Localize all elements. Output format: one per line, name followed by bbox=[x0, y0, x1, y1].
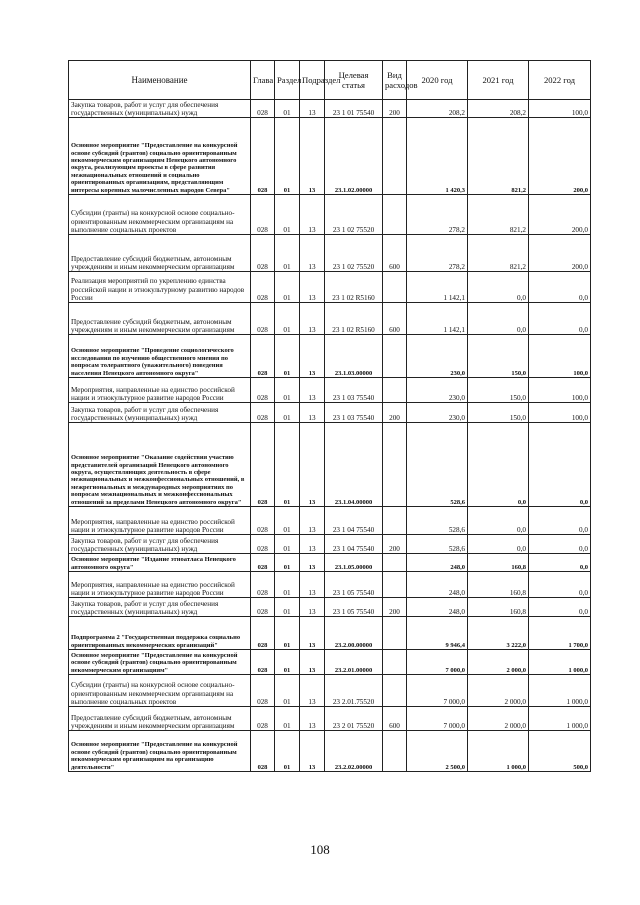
row-2021: 821,2 bbox=[468, 195, 529, 235]
row-2020: 7 000,0 bbox=[407, 650, 468, 675]
row-article: 23 1 02 75520 bbox=[325, 195, 383, 235]
row-podrazdel: 13 bbox=[300, 100, 325, 118]
row-razdel: 01 bbox=[275, 272, 300, 303]
row-podrazdel: 13 bbox=[300, 731, 325, 772]
row-name: Закупка товаров, работ и услуг для обеспечения государственных (муниципальных) нужд bbox=[69, 598, 251, 617]
row-razdel: 01 bbox=[275, 507, 300, 535]
row-glava: 028 bbox=[251, 598, 275, 617]
row-name: Основное мероприятие "Предоставление на конкурсной основе субсидий (грантов) социально ориентированным некоммерческим организациям Ненецкого автономного округа, реализующим проекты в сфере развития межнациональных отношений и социально ориентированных организациям, представляющим интересы коренных малочисленных народов Севера" bbox=[69, 118, 251, 195]
table-row bbox=[69, 572, 591, 598]
row-glava: 028 bbox=[251, 100, 275, 118]
row-2022: 0,0 bbox=[529, 272, 591, 303]
budget-table bbox=[68, 60, 591, 772]
row-podrazdel: 13 bbox=[300, 554, 325, 572]
row-name: Закупка товаров, работ и услуг для обеспечения государственных (муниципальных) нужд bbox=[69, 535, 251, 554]
table-row bbox=[69, 303, 591, 335]
row-name: Мероприятия, направленные на единство российской нации и этнокультурное развитие народов России bbox=[69, 378, 251, 403]
row-2020: 248,0 bbox=[407, 598, 468, 617]
row-2020: 278,2 bbox=[407, 195, 468, 235]
row-2021: 0,0 bbox=[468, 303, 529, 335]
table-row bbox=[69, 598, 591, 617]
row-2021: 160,8 bbox=[468, 572, 529, 598]
row-2020: 528,6 bbox=[407, 535, 468, 554]
row-glava: 028 bbox=[251, 195, 275, 235]
row-article: 23.2.01.00000 bbox=[325, 650, 383, 675]
row-article: 23 1 02 R5160 bbox=[325, 272, 383, 303]
row-2022: 200,0 bbox=[529, 235, 591, 272]
row-podrazdel: 13 bbox=[300, 335, 325, 378]
row-vid bbox=[383, 118, 407, 195]
row-2022: 100,0 bbox=[529, 100, 591, 118]
row-2022: 0,0 bbox=[529, 507, 591, 535]
row-glava: 028 bbox=[251, 507, 275, 535]
row-name: Подпрограмма 2 "Государственная поддержка социально ориентированных некоммерческих организаций" bbox=[69, 617, 251, 650]
row-name: Основное мероприятие "Предоставление на конкурсной основе субсидий (грантов) социально ориентированным некоммерческим организациям" bbox=[69, 650, 251, 675]
row-glava: 028 bbox=[251, 707, 275, 731]
row-glava: 028 bbox=[251, 235, 275, 272]
table-row bbox=[69, 118, 591, 195]
row-razdel: 01 bbox=[275, 650, 300, 675]
row-2021: 208,2 bbox=[468, 100, 529, 118]
row-2021: 160,8 bbox=[468, 598, 529, 617]
row-2022: 500,0 bbox=[529, 731, 591, 772]
row-vid bbox=[383, 195, 407, 235]
row-podrazdel: 13 bbox=[300, 195, 325, 235]
row-vid bbox=[383, 554, 407, 572]
row-2022: 0,0 bbox=[529, 535, 591, 554]
row-razdel: 01 bbox=[275, 100, 300, 118]
row-2022: 0,0 bbox=[529, 303, 591, 335]
row-2020: 7 000,0 bbox=[407, 675, 468, 707]
row-glava: 028 bbox=[251, 675, 275, 707]
row-2020: 248,0 bbox=[407, 572, 468, 598]
row-article: 23 1 02 75520 bbox=[325, 235, 383, 272]
row-article: 23.1.04.00000 bbox=[325, 423, 383, 507]
row-2020: 230,0 bbox=[407, 403, 468, 423]
table-row bbox=[69, 195, 591, 235]
row-2022: 100,0 bbox=[529, 378, 591, 403]
row-2022: 0,0 bbox=[529, 598, 591, 617]
row-2022: 1 700,0 bbox=[529, 617, 591, 650]
row-name: Основное мероприятие "Оказание содействия участию представителей организаций Ненецкого автономного округа, осуществляющих деятельность в сфере межнациональных и межконфессиональных отношений, в межрегиональных и международных мероприятиях по вопросам межнациональных и межконфессиональных отношений за пределами Ненецкого автономного округа" bbox=[69, 423, 251, 507]
header-2021: 2021 год bbox=[468, 61, 529, 100]
header-razdel: Раздел bbox=[275, 61, 300, 100]
row-name: Основное мероприятие "Предоставление на конкурсной основе субсидий (грантов) социально ориентированным некоммерческим организациям на организацию деятельности" bbox=[69, 731, 251, 772]
row-2021: 821,2 bbox=[468, 235, 529, 272]
table-row bbox=[69, 378, 591, 403]
row-glava: 028 bbox=[251, 554, 275, 572]
row-podrazdel: 13 bbox=[300, 598, 325, 617]
row-razdel: 01 bbox=[275, 235, 300, 272]
row-razdel: 01 bbox=[275, 707, 300, 731]
row-article: 23 1 05 75540 bbox=[325, 598, 383, 617]
row-name: Предоставление субсидий бюджетным, автономным учреждениям и иным некоммерческим организациям bbox=[69, 235, 251, 272]
row-name: Закупка товаров, работ и услуг для обеспечения государственных (муниципальных) нужд bbox=[69, 100, 251, 118]
row-article: 23 2 01 75520 bbox=[325, 707, 383, 731]
row-glava: 028 bbox=[251, 535, 275, 554]
row-2022: 200,0 bbox=[529, 195, 591, 235]
row-vid bbox=[383, 507, 407, 535]
row-glava: 028 bbox=[251, 335, 275, 378]
table-row bbox=[69, 554, 591, 572]
row-article: 23.1.05.00000 bbox=[325, 554, 383, 572]
row-2020: 528,6 bbox=[407, 507, 468, 535]
row-vid: 600 bbox=[383, 303, 407, 335]
row-article: 23 1 02 R5160 bbox=[325, 303, 383, 335]
row-glava: 028 bbox=[251, 272, 275, 303]
row-2021: 160,8 bbox=[468, 554, 529, 572]
row-vid bbox=[383, 731, 407, 772]
header-name: Наименование bbox=[69, 61, 251, 100]
table-header-row bbox=[69, 61, 591, 100]
row-glava: 028 bbox=[251, 617, 275, 650]
row-podrazdel: 13 bbox=[300, 423, 325, 507]
row-podrazdel: 13 bbox=[300, 378, 325, 403]
row-2020: 2 500,0 bbox=[407, 731, 468, 772]
table-row bbox=[69, 100, 591, 118]
row-2021: 150,0 bbox=[468, 378, 529, 403]
header-podrazdel: Подраздел bbox=[300, 61, 325, 100]
row-podrazdel: 13 bbox=[300, 707, 325, 731]
row-article: 23 1 01 75540 bbox=[325, 100, 383, 118]
row-podrazdel: 13 bbox=[300, 617, 325, 650]
row-podrazdel: 13 bbox=[300, 235, 325, 272]
row-razdel: 01 bbox=[275, 378, 300, 403]
row-glava: 028 bbox=[251, 572, 275, 598]
row-article: 23 1 05 75540 bbox=[325, 572, 383, 598]
row-vid bbox=[383, 335, 407, 378]
row-2020: 528,6 bbox=[407, 423, 468, 507]
table-row bbox=[69, 535, 591, 554]
table-row bbox=[69, 423, 591, 507]
row-vid: 200 bbox=[383, 403, 407, 423]
row-name: Реализация мероприятий по укреплению единства российской нации и этнокультурному развитию народов России bbox=[69, 272, 251, 303]
row-vid bbox=[383, 675, 407, 707]
row-podrazdel: 13 bbox=[300, 118, 325, 195]
table-row bbox=[69, 707, 591, 731]
row-razdel: 01 bbox=[275, 535, 300, 554]
header-2022: 2022 год bbox=[529, 61, 591, 100]
row-razdel: 01 bbox=[275, 403, 300, 423]
row-2021: 2 000,0 bbox=[468, 707, 529, 731]
row-2022: 100,0 bbox=[529, 403, 591, 423]
table-row bbox=[69, 272, 591, 303]
row-2022: 1 000,0 bbox=[529, 650, 591, 675]
row-razdel: 01 bbox=[275, 731, 300, 772]
row-2021: 0,0 bbox=[468, 423, 529, 507]
row-2022: 100,0 bbox=[529, 335, 591, 378]
table-row bbox=[69, 731, 591, 772]
row-name: Мероприятия, направленные на единство российской нации и этнокультурное развитие народов России bbox=[69, 507, 251, 535]
row-article: 23 1 04 75540 bbox=[325, 507, 383, 535]
row-name: Основное мероприятие "Проведение социологического исследования по изучению общественного мнения по вопросам толерантного (уважительного) поведения населения Ненецкого автономного округа" bbox=[69, 335, 251, 378]
row-article: 23.2.00.00000 bbox=[325, 617, 383, 650]
table-row bbox=[69, 675, 591, 707]
row-2020: 230,0 bbox=[407, 378, 468, 403]
row-podrazdel: 13 bbox=[300, 507, 325, 535]
row-vid: 200 bbox=[383, 535, 407, 554]
row-razdel: 01 bbox=[275, 423, 300, 507]
row-vid bbox=[383, 378, 407, 403]
row-article: 23.2.02.00000 bbox=[325, 731, 383, 772]
row-name: Субсидии (гранты) на конкурсной основе социально-ориентированным некоммерческим организациям на выполнение социальных проектов bbox=[69, 675, 251, 707]
row-razdel: 01 bbox=[275, 118, 300, 195]
row-podrazdel: 13 bbox=[300, 675, 325, 707]
row-vid bbox=[383, 272, 407, 303]
row-podrazdel: 13 bbox=[300, 535, 325, 554]
row-glava: 028 bbox=[251, 731, 275, 772]
row-podrazdel: 13 bbox=[300, 272, 325, 303]
row-razdel: 01 bbox=[275, 598, 300, 617]
row-article: 23.1.02.00000 bbox=[325, 118, 383, 195]
row-article: 23 1 04 75540 bbox=[325, 535, 383, 554]
row-razdel: 01 bbox=[275, 335, 300, 378]
row-2020: 9 946,4 bbox=[407, 617, 468, 650]
row-vid bbox=[383, 650, 407, 675]
row-2021: 0,0 bbox=[468, 272, 529, 303]
row-article: 23 1 03 75540 bbox=[325, 378, 383, 403]
row-2022: 200,0 bbox=[529, 118, 591, 195]
row-2020: 208,2 bbox=[407, 100, 468, 118]
page-number: 108 bbox=[310, 842, 330, 857]
row-podrazdel: 13 bbox=[300, 303, 325, 335]
row-vid: 600 bbox=[383, 235, 407, 272]
table-row bbox=[69, 235, 591, 272]
row-name: Предоставление субсидий бюджетным, автономным учреждениям и иным некоммерческим организациям bbox=[69, 303, 251, 335]
row-2021: 821,2 bbox=[468, 118, 529, 195]
row-razdel: 01 bbox=[275, 303, 300, 335]
row-2020: 1 142,1 bbox=[407, 272, 468, 303]
row-2022: 1 000,0 bbox=[529, 707, 591, 731]
row-glava: 028 bbox=[251, 423, 275, 507]
row-2021: 150,0 bbox=[468, 335, 529, 378]
row-vid bbox=[383, 423, 407, 507]
row-name: Закупка товаров, работ и услуг для обеспечения государственных (муниципальных) нужд bbox=[69, 403, 251, 423]
row-razdel: 01 bbox=[275, 572, 300, 598]
table-row bbox=[69, 617, 591, 650]
row-podrazdel: 13 bbox=[300, 403, 325, 423]
row-2020: 278,2 bbox=[407, 235, 468, 272]
table-row bbox=[69, 650, 591, 675]
row-name: Мероприятия, направленные на единство российской нации и этнокультурное развитие народов России bbox=[69, 572, 251, 598]
row-2020: 1 142,1 bbox=[407, 303, 468, 335]
row-vid: 200 bbox=[383, 100, 407, 118]
row-razdel: 01 bbox=[275, 554, 300, 572]
header-tselevaya: Целевая статья bbox=[325, 61, 383, 100]
row-2021: 0,0 bbox=[468, 507, 529, 535]
row-podrazdel: 13 bbox=[300, 650, 325, 675]
header-2020: 2020 год bbox=[407, 61, 468, 100]
row-razdel: 01 bbox=[275, 617, 300, 650]
table-row bbox=[69, 403, 591, 423]
row-razdel: 01 bbox=[275, 195, 300, 235]
row-name: Субсидии (гранты) на конкурсной основе социально-ориентированным некоммерческим организациям на выполнение социальных проектов bbox=[69, 195, 251, 235]
row-glava: 028 bbox=[251, 378, 275, 403]
row-vid bbox=[383, 572, 407, 598]
row-2021: 0,0 bbox=[468, 535, 529, 554]
table-row bbox=[69, 335, 591, 378]
header-vid: Вид расходов bbox=[383, 61, 407, 100]
row-2022: 0,0 bbox=[529, 554, 591, 572]
row-article: 23 1 03 75540 bbox=[325, 403, 383, 423]
table-row bbox=[69, 507, 591, 535]
row-glava: 028 bbox=[251, 650, 275, 675]
row-article: 23 2.01.75520 bbox=[325, 675, 383, 707]
row-razdel: 01 bbox=[275, 675, 300, 707]
row-2020: 230,0 bbox=[407, 335, 468, 378]
row-glava: 028 bbox=[251, 303, 275, 335]
row-2021: 3 222,0 bbox=[468, 617, 529, 650]
row-2020: 7 000,0 bbox=[407, 707, 468, 731]
row-2020: 1 420,3 bbox=[407, 118, 468, 195]
row-glava: 028 bbox=[251, 118, 275, 195]
row-vid: 200 bbox=[383, 598, 407, 617]
row-2021: 2 000,0 bbox=[468, 675, 529, 707]
row-glava: 028 bbox=[251, 403, 275, 423]
row-name: Основное мероприятие "Издание этноатласа Ненецкого автономного округа" bbox=[69, 554, 251, 572]
row-2022: 1 000,0 bbox=[529, 675, 591, 707]
row-article: 23.1.03.00000 bbox=[325, 335, 383, 378]
row-2021: 150,0 bbox=[468, 403, 529, 423]
row-2021: 2 000,0 bbox=[468, 650, 529, 675]
row-podrazdel: 13 bbox=[300, 572, 325, 598]
row-vid: 600 bbox=[383, 707, 407, 731]
header-glava: Глава bbox=[251, 61, 275, 100]
row-2022: 0,0 bbox=[529, 572, 591, 598]
row-2022: 0,0 bbox=[529, 423, 591, 507]
row-2020: 248,0 bbox=[407, 554, 468, 572]
row-2021: 1 000,0 bbox=[468, 731, 529, 772]
row-vid bbox=[383, 617, 407, 650]
row-name: Предоставление субсидий бюджетным, автономным учреждениям и иным некоммерческим организациям bbox=[69, 707, 251, 731]
